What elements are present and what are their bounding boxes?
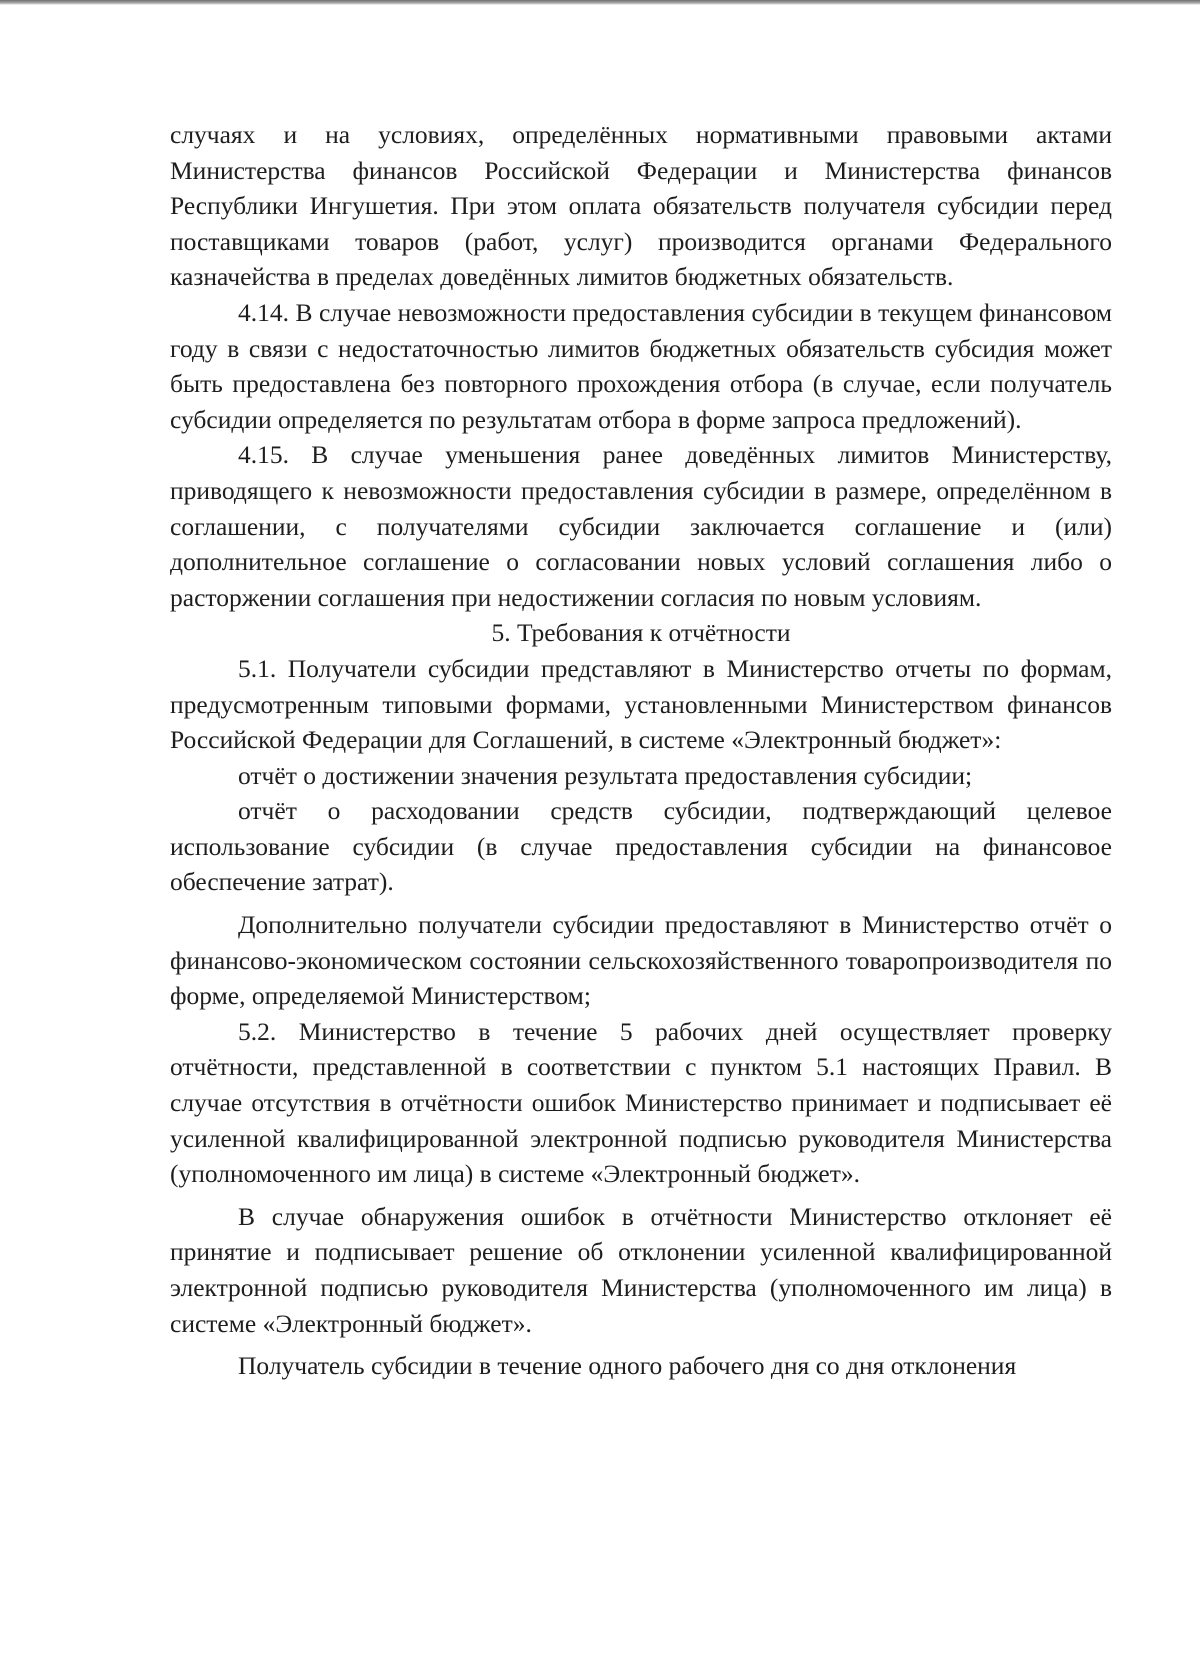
- document-body: [170, 117, 1112, 1384]
- paragraph-errors-found: В случае обнаружения ошибок в отчётности Министерство отклоняет её принятие и подписывает решение об отклонении усиленной квалифицированной электронной подписью руководителя Министерства (уполномоченного им лица) в системе «Электронный бюджет».: [170, 1201, 1112, 1338]
- paragraph-4-14: 4.14. В случае невозможности предоставления субсидии в текущем финансовом году в связи с недостаточностью лимитов бюджетных обязательств субсидия может быть предоставлена без повторного прохождения отбора (в случае, если получатель субсидии определяется по результатам отбора в форме запроса предложений).: [170, 297, 1112, 434]
- paragraph-additional-report: Дополнительно получатели субсидии предоставляют в Министерство отчёт о финансово-экономическом состоянии сельскохозяйственного товаропроизводителя по форме, определяемой Министерством;: [170, 910, 1112, 1011]
- scan-top-edge: [0, 0, 1200, 5]
- paragraph-4-15: 4.15. В случае уменьшения ранее доведённых лимитов Министерству, приводящего к невозможности предоставления субсидии в размере, определённом в соглашении, с получателями субсидии заключается соглашение и (или) дополнительное соглашение о согласовании новых условий соглашения либо о расторжении соглашения при недостижении согласия по новым условиям.: [170, 440, 1112, 612]
- paragraph-5-1: 5.1. Получатели субсидии представляют в Министерство отчеты по формам, предусмотренным типовыми формами, установленными Министерством финансов Российской Федерации для Соглашений, в системе «Электронный бюджет»:: [170, 653, 1112, 755]
- list-item-report-result: отчёт о достижении значения результата предоставления субсидии;: [238, 760, 973, 790]
- section-heading: 5. Требования к отчётности: [491, 618, 791, 648]
- paragraph-continuation: случаях и на условиях, определённых нормативными правовыми актами Министерства финансов Российской Федерации и Министерства финансов Республики Ингушетия. При этом оплата обязательств получателя субсидии перед поставщиками товаров (работ, услуг) производится органами Федерального казначейства в пределах доведённых лимитов бюджетных обязательств.: [170, 120, 1112, 292]
- paragraph-recipient-deadline: Получатель субсидии в течение одного рабочего дня со дня отклонения: [238, 1351, 1017, 1381]
- paragraph-5-2: 5.2. Министерство в течение 5 рабочих дней осуществляет проверку отчётности, представленной в соответствии с пунктом 5.1 настоящих Правил. В случае отсутствия в отчётности ошибок Министерство принимает и подписывает её усиленной квалифицированной электронной подписью руководителя Министерства (уполномоченного им лица) в системе «Электронный бюджет».: [170, 1016, 1112, 1189]
- list-item-report-expenses: отчёт о расходовании средств субсидии, подтверждающий целевое использование субсидии (в случае предоставления субсидии на финансовое обеспечение затрат).: [170, 796, 1112, 897]
